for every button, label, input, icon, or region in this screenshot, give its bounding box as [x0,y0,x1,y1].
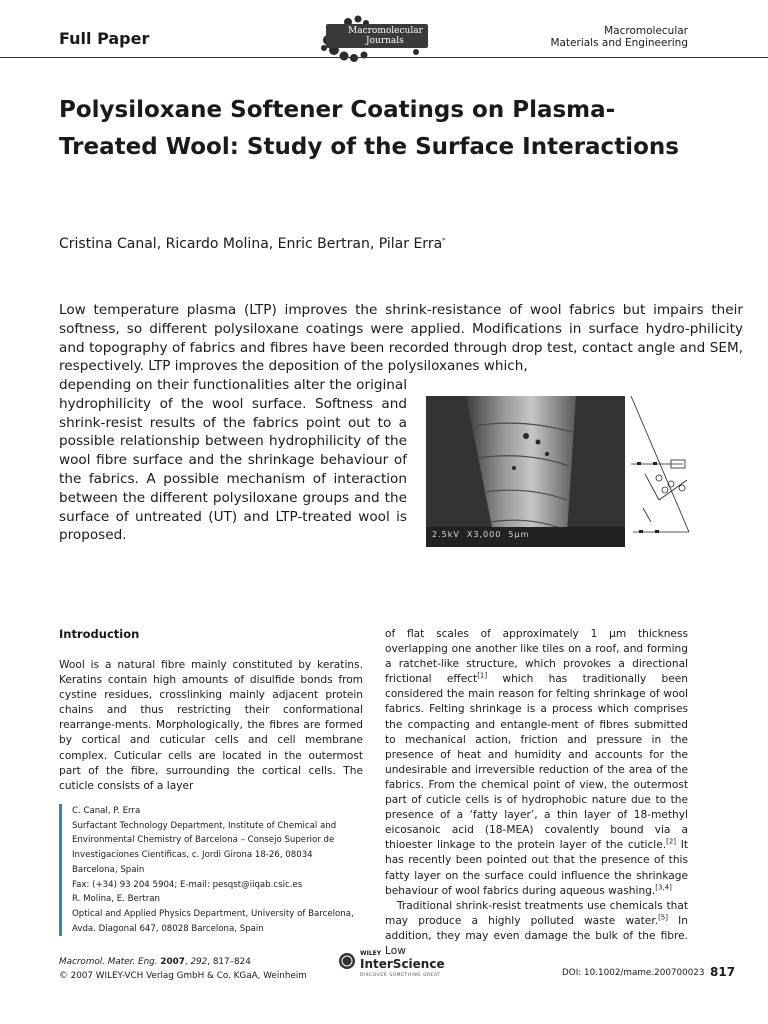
intro-paragraph-1 [385,627,688,899]
text-run: In addition, they may even damage the bulk of the fibre. Low [385,914,688,957]
year: 2007 [160,957,185,967]
sem-caption: 2.5kV X3,000 5µm [432,530,530,539]
affiliation-line: R. Molina, E. Bertran [72,894,160,905]
intro-column-1: Wool is a natural fibre mainly constituted by keratins. Keratins contain high amounts of disulfide bonds from cystine residues, crosslinking mainly adjacent protein chains and thus restricting their conformational rearrange-ments. Morphologically, the fibres are formed by cortical and cuticular cells and cell membrane complex. Cuticular cells are located in the outermost part of the fibre, surrounding the cortical cells. The cuticle consists of a layer [59,659,363,792]
interaction-scheme-figure [627,390,693,550]
publisher-tagline: DISCOVER SOMETHING GREAT [360,973,441,978]
affiliation-line: Optical and Applied Physics Department, University of Barcelona, [72,908,354,919]
citation-footer [59,955,307,983]
publisher-top: WILEY [360,950,382,957]
affiliation-box [59,804,378,936]
intro-column-2 [385,627,688,959]
doi[interactable]: DOI: 10.1002/mame.200700023 [562,968,705,978]
affiliation-line: Avda. Diagonal 647, 08028 Barcelona, Spain [72,923,264,934]
journal-abbrev: Macromol. Mater. Eng. [59,957,158,967]
author-list [59,236,446,252]
copyright-line: © 2007 WILEY-VCH Verlag GmbH & Co. KGaA, Weinheim [59,971,307,981]
logo-band [326,24,428,48]
corresponding-author-mark: * [442,236,446,245]
affiliation-contact[interactable]: Fax: (+34) 93 204 5904; E-mail: pesqst@iiqab.csic.es [72,879,303,890]
sem-image [426,396,625,547]
globe-icon [338,952,356,970]
citation-ref[interactable]: [2] [666,837,677,846]
citation-line: Macromol. Mater. Eng. 2007, 292, 817–824 [59,957,251,967]
article-title: Polysiloxane Softener Coatings on Plasma-Treated Wool: Study of the Surface Interactions [59,97,679,160]
affiliation-line: C. Canal, P. Erra [72,806,141,816]
text-run: of flat scales of approximately 1 µm thickness overlapping one another like tiles on a roof, and forming a ratchet-like structure, which provokes a directional frictional effect [385,628,688,686]
volume: 292 [190,957,208,967]
authors-names: Cristina Canal, Ricardo Molina, Enric Bertran, Pilar Erra [59,236,443,252]
text-run: Traditional shrink-resist treatments use chemicals that may produce a highly polluted waste water. [385,899,688,927]
affiliation-line: Barcelona, Spain [72,864,145,875]
logo-text-line1: Macromolecular [348,26,423,36]
interscience-logo [338,948,450,982]
page-number: 817 [710,965,736,979]
introduction-heading: Introduction [59,627,140,641]
affiliation-line: Investigaciones Cientificas, c. Jordi Girona 18-26, 08034 [72,850,313,861]
pages: 817–824 [212,957,251,967]
journal-name-line1: Macromolecular [604,25,688,37]
header-rule [0,57,768,58]
text-run: which has traditionally been considered the main reason for felting shrinkage of wool fabrics. Felting shrinkage is a process which comprises the compacting and entangle-ment of fibres submitted to mechanical action, friction and pressure in the presence of heat and humidity and accounts for the undesirable and irreversible reduction of the area of the fabrics. From the chemical point of view, the outermost part of cuticle cells is of hydrophobic nature due to the presence of a ‘fatty layer’, a thin layer of 18-methyl eicosanoic acid (18-MEA) covalently bound via a thioester linkage to the protein layer of the cuticle. [385,673,689,852]
citation-ref[interactable]: [1] [477,671,488,680]
text-run: It has recently been pointed out that the presence of this fatty layer on the surface could influence the shrinkage behaviour of wool fabrics during aqueous washing. [385,839,688,897]
publisher-logo-text: InterScience [360,957,445,971]
section-label: Full Paper [59,29,150,48]
journal-name-line2: Materials and Engineering [550,37,688,49]
affiliation-line: Environmental Chemistry of Barcelona – Consejo Superior de [72,835,335,846]
affiliation-line: Surfactant Technology Department, Institute of Chemical and [72,820,337,831]
citation-ref[interactable]: [3,4] [655,883,672,892]
abstract-wide: Low temperature plasma (LTP) improves the shrink-resistance of wool fabrics but impairs their softness, so different polysiloxane coatings were applied. Modifications in surface hydro-philicity and topography of fabrics and fibres have been recorded through drop test, contact angle and SEM, respectively. LTP improves the deposition of the polysiloxanes which, [59,302,743,375]
citation-ref[interactable]: [5] [658,913,668,922]
journal-name [550,25,688,49]
abstract-narrow: depending on their functionalities alter the original hydrophilicity of the wool surface. Softness and shrink-resist results of the fabrics point out to a possible relationship between hydrophilicity of the wool fibre surface and the shrinkage behaviour of the fabrics. A possible mechanism of interaction between the different polysiloxane groups and the surface of untreated (UT) and LTP-treated wool is proposed. [59,377,407,544]
logo-text-line2: Journals [366,36,404,46]
